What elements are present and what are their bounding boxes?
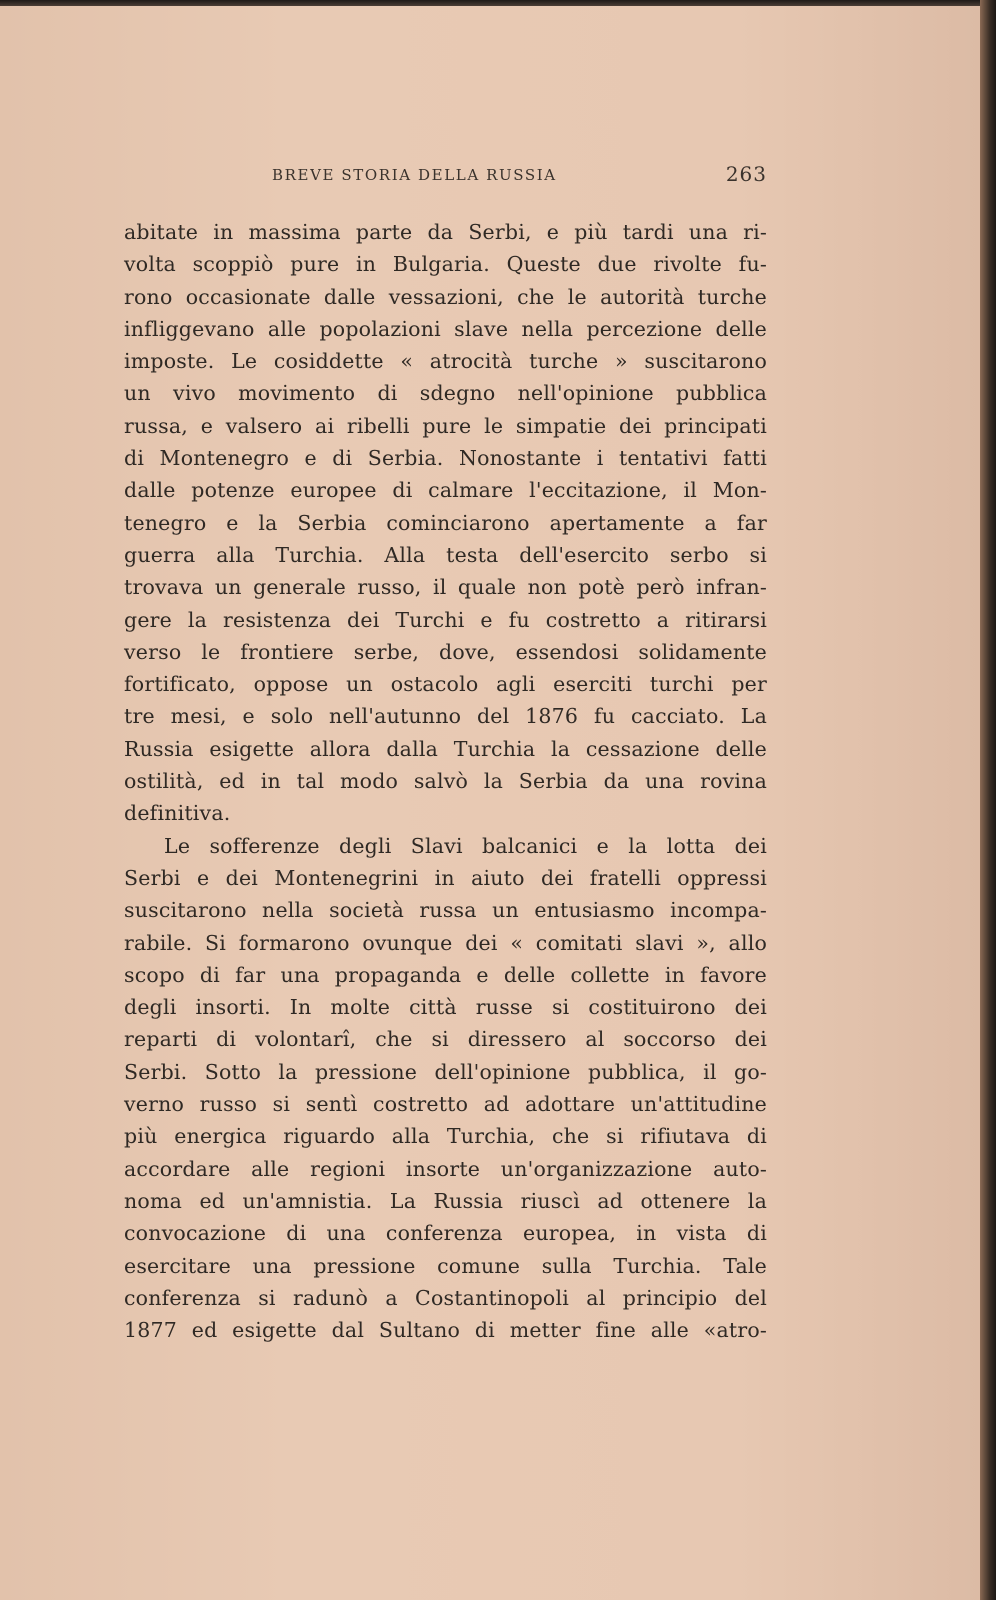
text-line: convocazione di una conferenza europea, in vista di xyxy=(124,1221,767,1246)
page-header xyxy=(122,160,767,190)
text-line: dalle potenze europee di calmare l'eccitazione, il Mon- xyxy=(124,478,767,503)
text-line: degli insorti. In molte città russe si costituirono dei xyxy=(124,995,767,1020)
text-line: un vivo movimento di sdegno nell'opinione pubblica xyxy=(124,381,767,406)
text-line: verso le frontiere serbe, dove, essendosi solidamente xyxy=(124,639,767,664)
text-line: guerra alla Turchia. Alla testa dell'esercito serbo si xyxy=(124,542,767,567)
text-line: più energica riguardo alla Turchia, che si rifiutava di xyxy=(124,1124,767,1149)
text-line: rono occasionate dalle vessazioni, che le autorità turche xyxy=(124,284,767,309)
text-line: gere la resistenza dei Turchi e fu costretto a ritirarsi xyxy=(124,607,767,632)
text-line: verno russo si sentì costretto ad adottare un'attitudine xyxy=(124,1092,767,1117)
text-line: definitiva. xyxy=(124,801,231,826)
text-line: Serbi e dei Montenegrini in aiuto dei fratelli oppressi xyxy=(124,865,767,890)
paragraph-1 xyxy=(124,216,767,830)
page-number: 263 xyxy=(725,162,767,186)
text-line: conferenza si radunò a Costantinopoli al principio del xyxy=(124,1285,767,1310)
text-line: imposte. Le cosiddette « atrocità turche » suscitarono xyxy=(124,349,767,374)
text-line: suscitarono nella società russa un entusiasmo incompa- xyxy=(124,898,767,923)
text-line: abitate in massima parte da Serbi, e più tardi una ri- xyxy=(124,220,767,244)
text-line: infliggevano alle popolazioni slave nella percezione delle xyxy=(124,316,767,341)
paragraph-2 xyxy=(124,830,767,1347)
body-text xyxy=(124,216,767,1346)
running-title: BREVE STORIA DELLA RUSSIA xyxy=(272,166,557,184)
text-line: rabile. Si formarono ovunque dei « comitati slavi », allo xyxy=(124,930,767,955)
text-line: reparti di volontarî, che si diressero al soccorso dei xyxy=(124,1027,767,1052)
text-line: esercitare una pressione comune sulla Turchia. Tale xyxy=(124,1253,767,1278)
text-line: tenegro e la Serbia cominciarono apertamente a far xyxy=(124,510,767,535)
text-line: accordare alle regioni insorte un'organizzazione auto- xyxy=(124,1156,767,1181)
text-line: 1877 ed esigette dal Sultano di metter fine alle «atro- xyxy=(124,1318,767,1343)
text-line: fortificato, oppose un ostacolo agli eserciti turchi per xyxy=(124,672,767,697)
text-line: Russia esigette allora dalla Turchia la cessazione delle xyxy=(124,736,767,761)
text-line: russa, e valsero ai ribelli pure le simpatie dei principati xyxy=(124,413,767,438)
text-line: ostilità, ed in tal modo salvò la Serbia da una rovina xyxy=(124,769,767,794)
text-line: scopo di far una propaganda e delle collette in favore xyxy=(124,962,767,987)
book-spine-edge xyxy=(980,0,996,1600)
text-line: tre mesi, e solo nell'autunno del 1876 fu cacciato. La xyxy=(124,704,767,729)
text-line: Le sofferenze degli Slavi balcanici e la lotta dei xyxy=(164,833,767,858)
text-line: Serbi. Sotto la pressione dell'opinione pubblica, il go- xyxy=(124,1059,767,1084)
text-line: trovava un generale russo, il quale non potè però infran- xyxy=(124,575,767,600)
text-line: di Montenegro e di Serbia. Nonostante i tentativi fatti xyxy=(124,446,767,471)
text-line: noma ed un'amnistia. La Russia riuscì ad ottenere la xyxy=(124,1188,767,1213)
text-line: volta scoppiò pure in Bulgaria. Queste due rivolte fu- xyxy=(124,252,767,277)
